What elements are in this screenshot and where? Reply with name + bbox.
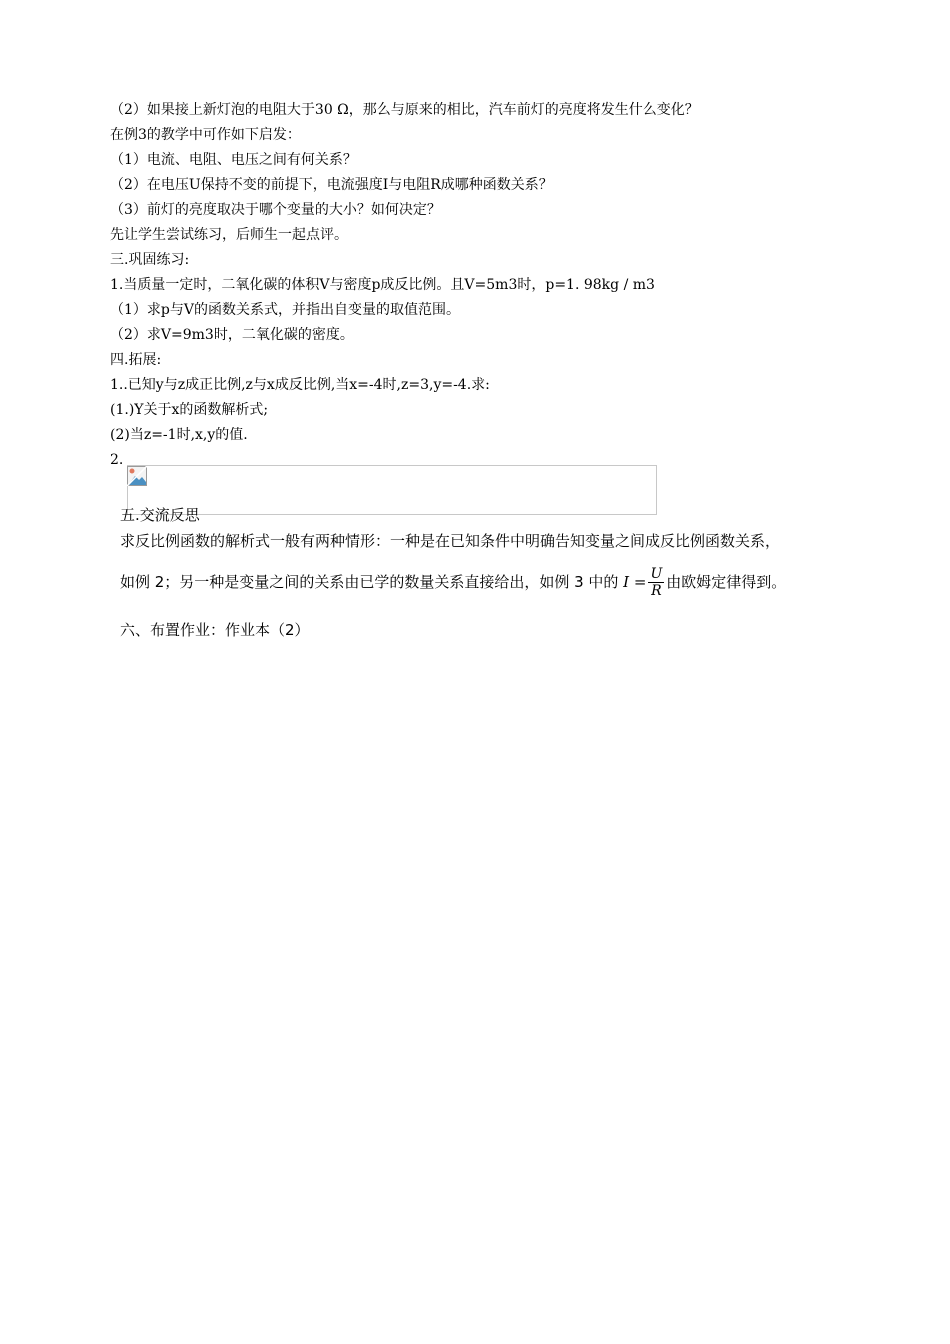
- example-3-intro: 在例3的教学中可作如下启发：: [110, 127, 301, 143]
- fraction-denominator: R: [651, 583, 662, 599]
- formula-lhs: I =: [623, 573, 647, 591]
- embedded-image-frame: [127, 465, 657, 515]
- broken-image-icon: [127, 466, 147, 486]
- exercise-1-text: 1.当质量一定时，二氧化碳的体积V与密度p成反比例。且V=5m3时，p=1. 98kg / m3: [110, 277, 655, 293]
- section-3-heading: 三.巩固练习:: [110, 252, 190, 268]
- exercise-1-part-2: （2）求V=9m3时，二氧化碳的密度。: [110, 327, 354, 343]
- extension-1-part-1: (1.)Y关于x的函数解析式;: [110, 402, 269, 418]
- hint-2: （2）在电压U保持不变的前提下，电流强度I与电阻R成哪种函数关系？: [110, 177, 553, 193]
- section-4-heading: 四.拓展:: [110, 352, 162, 368]
- paragraph-2-tail: 由欧姆定律得到。: [666, 573, 787, 591]
- hint-3: （3）前灯的亮度取决于哪个变量的大小？如何决定？: [110, 202, 441, 218]
- section-5-paragraph-1: 求反比例函数的解析式一般有两种情形：一种是在已知条件中明确告知变量之间成反比例函数关系，: [120, 532, 781, 550]
- section-6-homework: 六、布置作业：作业本（2）: [120, 621, 310, 639]
- extension-1-text: 1..已知y与z成正比例,z与x成反比例,当x=-4时,z=3,y=-4.求:: [110, 377, 490, 393]
- section-5-paragraph-2: [120, 566, 786, 599]
- extension-2-label: 2.: [110, 452, 124, 468]
- ohm-law-fraction: [648, 566, 664, 599]
- section-5-heading: 五.交流反思: [120, 506, 200, 524]
- hint-1: （1）电流、电阻、电压之间有何关系？: [110, 152, 357, 168]
- question-2-text: （2）如果接上新灯泡的电阻大于30 Ω，那么与原来的相比，汽车前灯的亮度将发生什么变化？: [110, 102, 699, 118]
- exercise-1-part-1: （1）求p与V的函数关系式，并指出自变量的取值范围。: [110, 302, 460, 318]
- extension-1-part-2: (2)当z=-1时,x,y的值.: [110, 427, 248, 443]
- practice-note: 先让学生尝试练习，后师生一起点评。: [110, 227, 348, 243]
- paragraph-2-lead: 如例 2；另一种是变量之间的关系由已学的数量关系直接给出，如例 3 中的: [120, 573, 624, 591]
- fraction-numerator: U: [650, 566, 663, 582]
